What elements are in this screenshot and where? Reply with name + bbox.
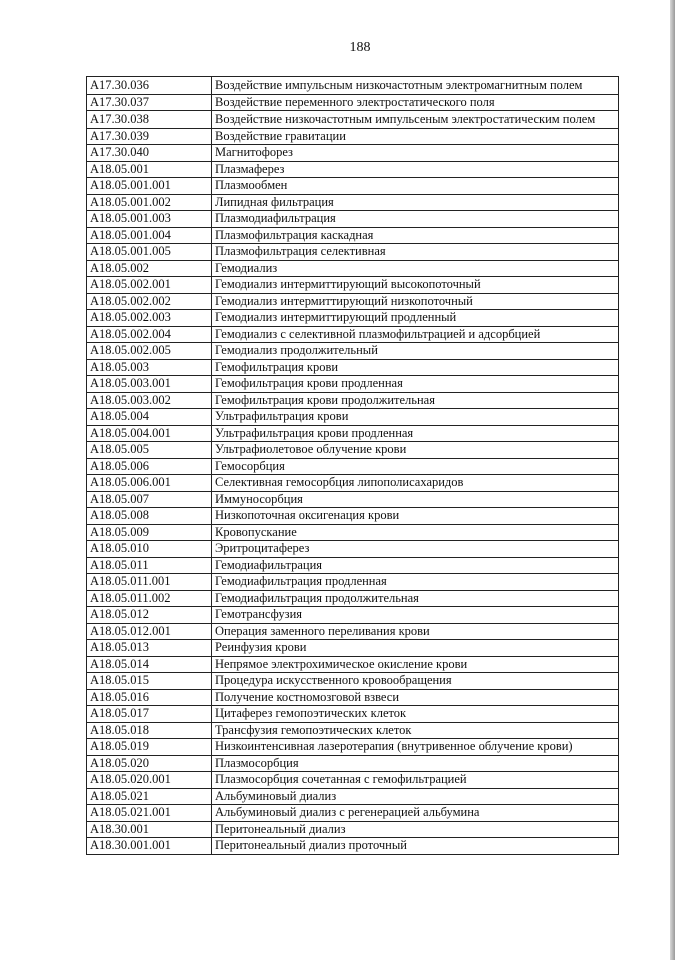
procedure-codes-table-body [87, 77, 619, 855]
procedure-name-cell: Гемодиализ продолжительный [212, 343, 619, 360]
procedure-name-cell: Кровопускание [212, 524, 619, 541]
procedure-name-cell: Перитонеальный диализ проточный [212, 838, 619, 855]
procedure-code-cell: A18.05.011 [87, 557, 212, 574]
procedure-name-cell: Плазмосорбция сочетанная с гемофильтрацией [212, 772, 619, 789]
procedure-name-cell: Иммуносорбция [212, 491, 619, 508]
procedure-name-cell: Реинфузия крови [212, 640, 619, 657]
procedure-code-cell: A18.05.001.001 [87, 178, 212, 195]
procedure-code-cell: A18.05.002.003 [87, 310, 212, 327]
table-row [87, 541, 619, 558]
table-row [87, 491, 619, 508]
table-row [87, 590, 619, 607]
procedure-code-cell: A18.05.001.004 [87, 227, 212, 244]
table-row [87, 475, 619, 492]
table-row [87, 805, 619, 822]
table-row [87, 821, 619, 838]
procedure-name-cell: Воздействие импульсным низкочастотным электромагнитным полем [212, 77, 619, 95]
procedure-name-cell: Гемофильтрация крови продленная [212, 376, 619, 393]
procedure-name-cell: Процедура искусственного кровообращения [212, 673, 619, 690]
procedure-code-cell: A18.05.002.001 [87, 277, 212, 294]
procedure-code-cell: A18.05.011.002 [87, 590, 212, 607]
procedure-code-cell: A18.05.001.003 [87, 211, 212, 228]
procedure-name-cell: Альбуминовый диализ с регенерацией альбумина [212, 805, 619, 822]
table-row [87, 227, 619, 244]
table-row [87, 623, 619, 640]
procedure-code-cell: A18.05.003 [87, 359, 212, 376]
procedure-code-cell: A18.05.002.004 [87, 326, 212, 343]
table-row [87, 260, 619, 277]
procedure-name-cell: Непрямое электрохимическое окисление крови [212, 656, 619, 673]
procedure-code-cell: A18.05.004 [87, 409, 212, 426]
table-row [87, 392, 619, 409]
procedure-name-cell: Плазмофильтрация каскадная [212, 227, 619, 244]
table-row [87, 94, 619, 111]
procedure-name-cell: Воздействие низкочастотным импульсеным электростатическим полем [212, 111, 619, 129]
procedure-code-cell: A17.30.038 [87, 111, 212, 129]
procedure-name-cell: Гемодиализ с селективной плазмофильтрацией и адсорбцией [212, 326, 619, 343]
table-row [87, 194, 619, 211]
table-row [87, 211, 619, 228]
procedure-name-cell: Воздействие переменного электростатического поля [212, 94, 619, 111]
procedure-code-cell: A18.05.017 [87, 706, 212, 723]
procedure-name-cell: Трансфузия гемопоэтических клеток [212, 722, 619, 739]
procedure-code-cell: A18.05.003.001 [87, 376, 212, 393]
procedure-name-cell: Гемодиализ [212, 260, 619, 277]
procedure-code-cell: A18.05.011.001 [87, 574, 212, 591]
procedure-code-cell: A18.05.018 [87, 722, 212, 739]
table-row [87, 574, 619, 591]
procedure-name-cell: Селективная гемосорбция липополисахаридов [212, 475, 619, 492]
page-number: 188 [349, 40, 371, 55]
procedure-code-cell: A18.05.002.005 [87, 343, 212, 360]
procedure-code-cell: A18.05.021 [87, 788, 212, 805]
table-row [87, 442, 619, 459]
procedure-name-cell: Липидная фильтрация [212, 194, 619, 211]
procedure-name-cell: Низкопоточная оксигенация крови [212, 508, 619, 525]
procedure-name-cell: Плазмофильтрация селективная [212, 244, 619, 261]
procedure-codes-table [86, 76, 619, 855]
procedure-name-cell: Плазмообмен [212, 178, 619, 195]
procedure-name-cell: Гемофильтрация крови продолжительная [212, 392, 619, 409]
table-row [87, 326, 619, 343]
procedure-name-cell: Гемофильтрация крови [212, 359, 619, 376]
procedure-name-cell: Перитонеальный диализ [212, 821, 619, 838]
procedure-name-cell: Магнитофорез [212, 145, 619, 162]
scan-page-edge [670, 0, 675, 960]
procedure-code-cell: A18.05.020.001 [87, 772, 212, 789]
procedure-name-cell: Альбуминовый диализ [212, 788, 619, 805]
procedure-code-cell: A18.05.013 [87, 640, 212, 657]
procedure-name-cell: Гемотрансфузия [212, 607, 619, 624]
table-row [87, 145, 619, 162]
procedure-code-cell: A18.05.003.002 [87, 392, 212, 409]
procedure-code-cell: A18.05.015 [87, 673, 212, 690]
procedure-code-cell: A17.30.039 [87, 128, 212, 145]
table-row [87, 128, 619, 145]
procedure-name-cell: Воздействие гравитации [212, 128, 619, 145]
procedure-name-cell: Цитаферез гемопоэтических клеток [212, 706, 619, 723]
procedure-name-cell: Ультрафильтрация крови [212, 409, 619, 426]
procedure-code-cell: A18.05.006.001 [87, 475, 212, 492]
table-row [87, 244, 619, 261]
procedure-code-cell: A18.05.012 [87, 607, 212, 624]
table-row [87, 111, 619, 129]
table-row [87, 706, 619, 723]
procedure-code-cell: A18.05.009 [87, 524, 212, 541]
table-row [87, 77, 619, 95]
table-row [87, 557, 619, 574]
table-row [87, 673, 619, 690]
table-row [87, 838, 619, 855]
procedure-name-cell: Операция заменного переливания крови [212, 623, 619, 640]
procedure-code-cell: A18.05.016 [87, 689, 212, 706]
procedure-name-cell: Эритроцитаферез [212, 541, 619, 558]
table-row [87, 656, 619, 673]
procedure-code-cell: A18.05.010 [87, 541, 212, 558]
procedure-name-cell: Гемосорбция [212, 458, 619, 475]
procedure-code-cell: A18.30.001 [87, 821, 212, 838]
table-row [87, 376, 619, 393]
table-row [87, 161, 619, 178]
procedure-code-cell: A18.05.006 [87, 458, 212, 475]
procedure-code-cell: A18.30.001.001 [87, 838, 212, 855]
procedure-name-cell: Гемодиализ интермиттирующий высокопоточный [212, 277, 619, 294]
procedure-code-cell: A18.05.019 [87, 739, 212, 756]
table-row [87, 293, 619, 310]
table-row [87, 772, 619, 789]
table-row [87, 458, 619, 475]
procedure-name-cell: Плазмаферез [212, 161, 619, 178]
procedure-code-cell: A18.05.001 [87, 161, 212, 178]
table-row [87, 310, 619, 327]
procedure-code-cell: A17.30.037 [87, 94, 212, 111]
procedure-name-cell: Ультрафильтрация крови продленная [212, 425, 619, 442]
procedure-code-cell: A18.05.007 [87, 491, 212, 508]
table-row [87, 508, 619, 525]
procedure-name-cell: Гемодиафильтрация продленная [212, 574, 619, 591]
procedure-code-cell: A17.30.040 [87, 145, 212, 162]
table-row [87, 739, 619, 756]
procedure-code-cell: A18.05.020 [87, 755, 212, 772]
table-row [87, 409, 619, 426]
table-row [87, 640, 619, 657]
procedure-code-cell: A18.05.012.001 [87, 623, 212, 640]
procedure-name-cell: Гемодиафильтрация продолжительная [212, 590, 619, 607]
table-row [87, 425, 619, 442]
table-row [87, 788, 619, 805]
table-row [87, 689, 619, 706]
procedure-name-cell: Гемодиализ интермиттирующий продленный [212, 310, 619, 327]
procedure-code-cell: A18.05.008 [87, 508, 212, 525]
procedure-code-cell: A18.05.004.001 [87, 425, 212, 442]
procedure-name-cell: Гемодиафильтрация [212, 557, 619, 574]
procedure-code-cell: A18.05.002 [87, 260, 212, 277]
procedure-name-cell: Плазмосорбция [212, 755, 619, 772]
procedure-name-cell: Плазмодиафильтрация [212, 211, 619, 228]
procedure-code-cell: A18.05.001.002 [87, 194, 212, 211]
table-row [87, 359, 619, 376]
table-row [87, 524, 619, 541]
table-row [87, 277, 619, 294]
table-row [87, 722, 619, 739]
table-row [87, 178, 619, 195]
procedure-code-cell: A18.05.005 [87, 442, 212, 459]
procedure-name-cell: Низкоинтенсивная лазеротерапия (внутривенное облучение крови) [212, 739, 619, 756]
procedure-name-cell: Получение костномозговой взвеси [212, 689, 619, 706]
table-row [87, 343, 619, 360]
procedure-code-cell: A18.05.001.005 [87, 244, 212, 261]
procedure-code-cell: A18.05.014 [87, 656, 212, 673]
procedure-code-cell: A18.05.021.001 [87, 805, 212, 822]
table-row [87, 607, 619, 624]
procedure-name-cell: Ультрафиолетовое облучение крови [212, 442, 619, 459]
procedure-code-cell: A17.30.036 [87, 77, 212, 95]
procedure-code-cell: A18.05.002.002 [87, 293, 212, 310]
table-row [87, 755, 619, 772]
procedure-name-cell: Гемодиализ интермиттирующий низкопоточный [212, 293, 619, 310]
